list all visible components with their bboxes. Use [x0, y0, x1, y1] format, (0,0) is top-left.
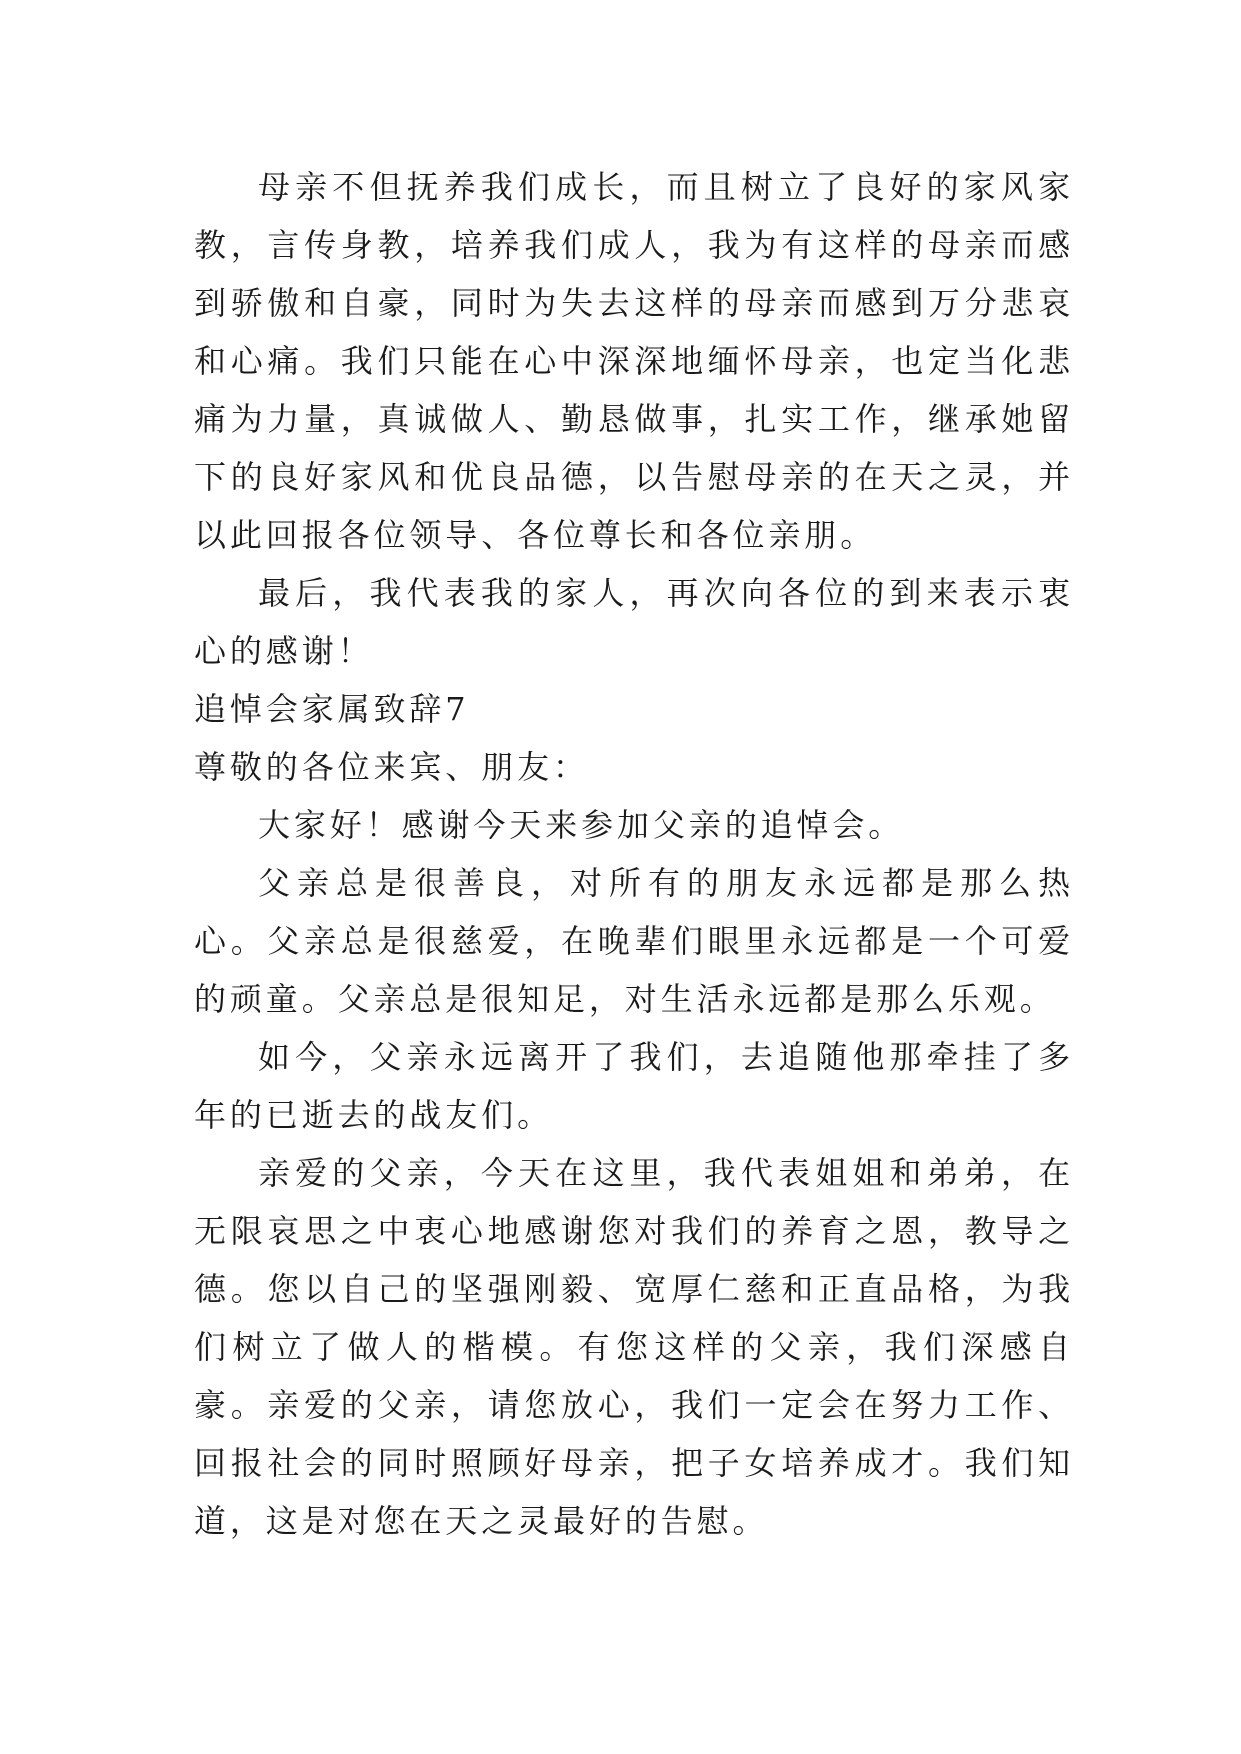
paragraph-father-character: 父亲总是很善良，对所有的朋友永远都是那么热心。父亲总是很慈爱，在晚辈们眼里永远都是一个可爱的顽童。父亲总是很知足，对生活永远都是那么乐观。: [194, 864, 1074, 1018]
section-title: 追悼会家属致辞7: [194, 690, 470, 728]
paragraph-closing-thanks: 最后，我代表我的家人，再次向各位的到来表示衷心的感谢！: [194, 574, 1074, 670]
paragraph-father-departure: 如今，父亲永远离开了我们，去追随他那牵挂了多年的已逝去的战友们。: [194, 1038, 1074, 1134]
paragraph-father-gratitude: 亲爱的父亲，今天在这里，我代表姐姐和弟弟，在无限哀思之中衷心地感谢您对我们的养育之恩，教导之德。您以自己的坚强刚毅、宽厚仁慈和正直品格，为我们树立了做人的楷模。有您这样的父亲，我们深感自豪。亲爱的父亲，请您放心，我们一定会在努力工作、回报社会的同时照顾好母亲，把子女培养成才。我们知道，这是对您在天之灵最好的告慰。: [194, 1154, 1074, 1540]
document-body: [194, 158, 1074, 1550]
salutation: 尊敬的各位来宾、朋友：: [194, 748, 589, 786]
paragraph-greeting: 大家好！感谢今天来参加父亲的追悼会。: [258, 806, 905, 844]
paragraph-mother-legacy: 母亲不但抚养我们成长，而且树立了良好的家风家教，言传身教，培养我们成人，我为有这样的母亲而感到骄傲和自豪，同时为失去这样的母亲而感到万分悲哀和心痛。我们只能在心中深深地缅怀母亲，也定当化悲痛为力量，真诚做人、勤恳做事，扎实工作，继承她留下的良好家风和优良品德，以告慰母亲的在天之灵，并以此回报各位领导、各位尊长和各位亲朋。: [194, 168, 1074, 554]
